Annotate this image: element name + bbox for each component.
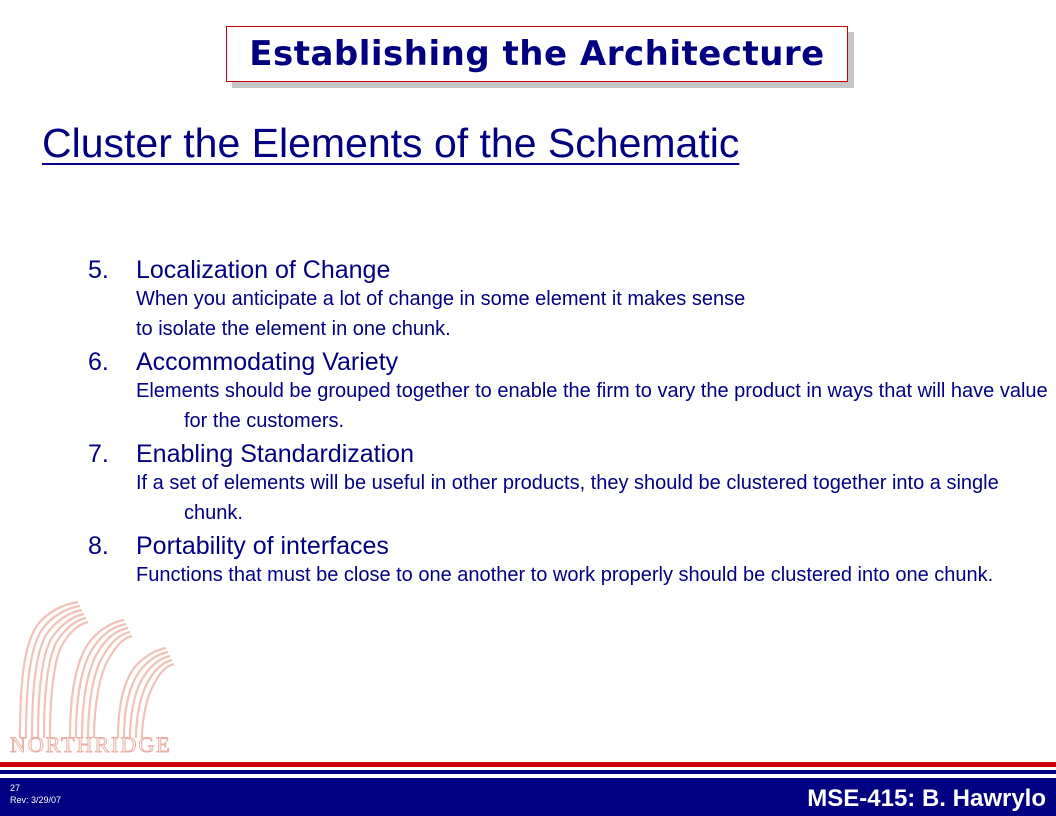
list-item bbox=[88, 255, 1048, 344]
item-description: Elements should be grouped together to enable the firm to vary the product in ways that will have value for the customers. bbox=[136, 380, 1048, 432]
item-description: When you anticipate a lot of change in some element it makes sense to isolate the element in one chunk. bbox=[136, 288, 746, 340]
item-description: Functions that must be close to one another to work properly should be clustered into one chunk. bbox=[136, 564, 994, 586]
slide-subtitle: Cluster the Elements of the Schematic bbox=[42, 120, 740, 166]
list-item bbox=[88, 531, 1048, 590]
footer-bar bbox=[0, 778, 1056, 816]
criteria-list bbox=[88, 255, 1048, 593]
item-heading: Localization of Change bbox=[136, 256, 391, 284]
slide-header-title: Establishing the Architecture bbox=[249, 34, 825, 74]
item-number: 5. bbox=[88, 256, 109, 284]
northridge-logo-icon bbox=[6, 592, 196, 758]
logo-text: NORTHRIDGE bbox=[10, 732, 172, 757]
item-description: If a set of elements will be useful in other products, they should be clustered together into a single chunk. bbox=[136, 472, 999, 524]
list-item bbox=[88, 439, 1048, 528]
page-number: 27 bbox=[10, 783, 21, 793]
item-heading: Accommodating Variety bbox=[136, 348, 399, 376]
revision-date: Rev: 3/29/07 bbox=[10, 795, 62, 805]
item-heading: Portability of interfaces bbox=[136, 532, 389, 560]
item-heading: Enabling Standardization bbox=[136, 440, 414, 468]
course-label: MSE-415: B. Hawrylo bbox=[807, 785, 1046, 812]
item-number: 6. bbox=[88, 348, 109, 376]
title-box bbox=[226, 26, 848, 82]
footer-divider bbox=[0, 762, 1056, 777]
item-number: 8. bbox=[88, 532, 109, 560]
item-number: 7. bbox=[88, 440, 109, 468]
list-item bbox=[88, 347, 1048, 436]
